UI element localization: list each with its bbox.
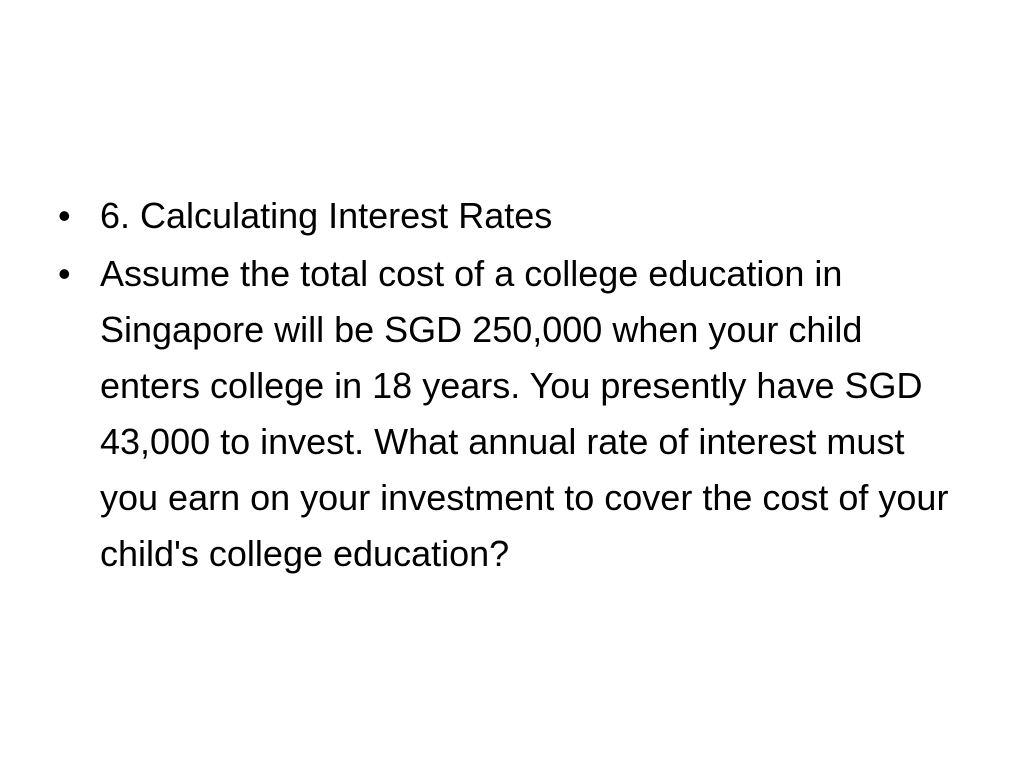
bullet-icon: • [58, 253, 71, 294]
bullet-icon: • [58, 195, 71, 236]
bullet-item-question [58, 246, 978, 582]
bullet-item-title [58, 188, 978, 244]
bullet-list [58, 188, 978, 584]
bullet-text: 6. Calculating Interest Rates [100, 195, 553, 236]
bullet-text: Assume the total cost of a college education in Singapore will be SGD 250,000 when your child enters college in 18 years. You presently have SGD 43,000 to invest. What annual rate of interest must you earn on your investment to cover the cost of your child's college education? [100, 253, 949, 574]
